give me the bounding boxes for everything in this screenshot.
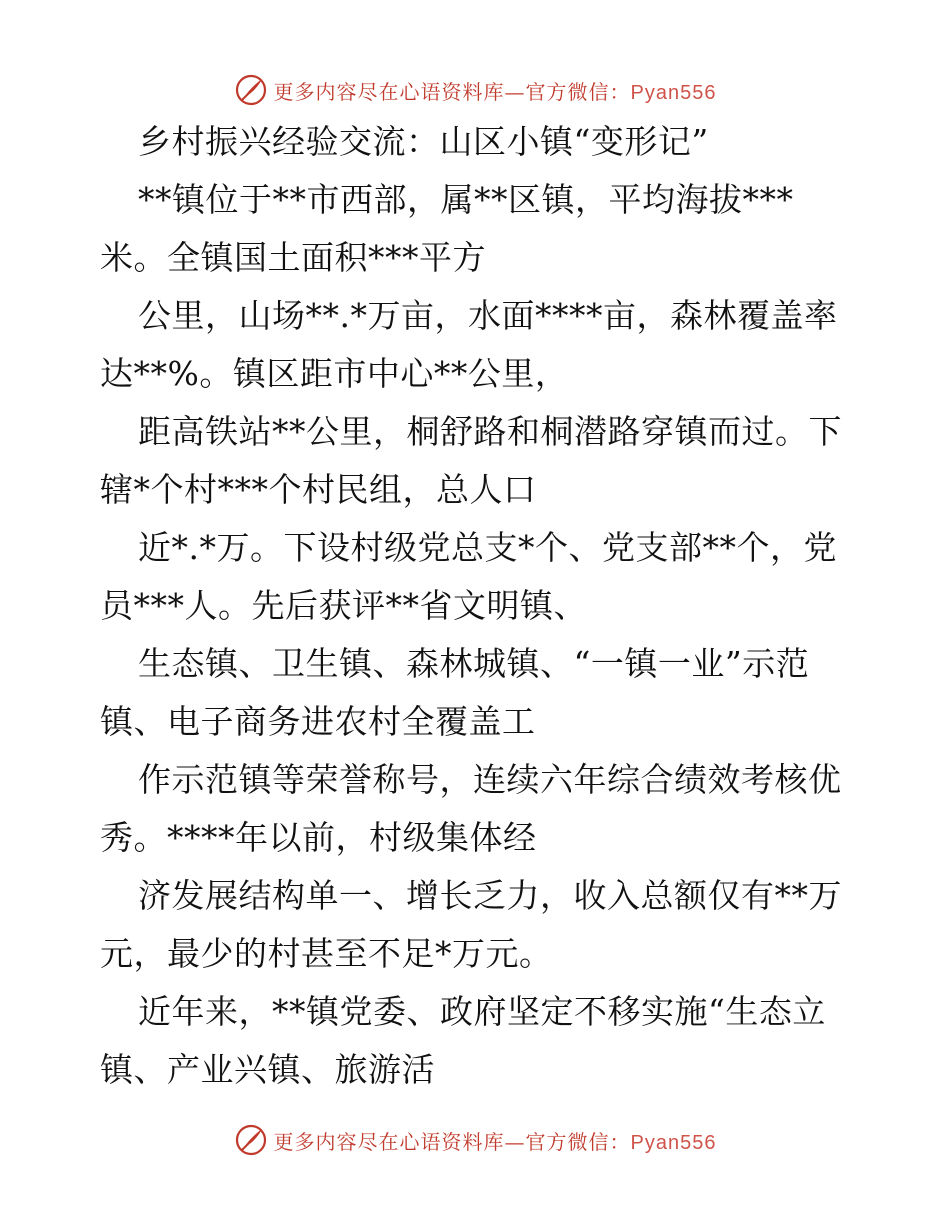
paragraph-line: **镇位于**市西部，属**区镇，平均海拔***: [138, 180, 794, 219]
watermark-contact-label: 官方微信：: [525, 1129, 631, 1154]
paragraph-line: 达**%。镇区距市中心**公里，: [100, 354, 569, 393]
paragraph-line: 米。全镇国土面积***平方: [100, 238, 486, 277]
watermark-text: [274, 1126, 717, 1155]
quill-logo-icon: [234, 73, 268, 107]
paragraph-line: 近年来，**镇党委、政府坚定不移实施“生态立: [138, 992, 826, 1031]
watermark-text: [274, 76, 717, 105]
paragraph-line: 生态镇、卫生镇、森林城镇、“一镇一业”示范: [138, 644, 810, 683]
watermark-separator: —: [504, 1129, 526, 1154]
watermark-contact-label: 官方微信：: [525, 79, 631, 104]
watermark-contact-id: Pyan556: [630, 1131, 717, 1154]
quill-logo-icon: [234, 1123, 268, 1157]
paragraph-line: 近*.*万。下设村级党总支*个、党支部**个，党: [138, 528, 837, 567]
watermark-brand: 更多内容尽在心语资料库: [273, 1129, 505, 1154]
paragraph-line: 辖*个村***个村民组，总人口: [100, 470, 537, 509]
paragraph-line: 员***人。先后获评**省文明镇、: [100, 586, 587, 625]
paragraph-line: 济发展结构单一、增长乏力，收入总额仅有**万: [138, 876, 842, 915]
paragraph-line: 元，最少的村甚至不足*万元。: [100, 934, 553, 973]
footer-watermark: [0, 1120, 950, 1160]
watermark-brand: 更多内容尽在心语资料库: [273, 79, 505, 104]
watermark-contact-id: Pyan556: [630, 81, 717, 104]
paragraph-line: 镇、产业兴镇、旅游活: [100, 1050, 435, 1089]
paragraph-line: 秀。****年以前，村级集体经: [100, 818, 537, 857]
paragraph-line: 镇、电子商务进农村全覆盖工: [100, 702, 536, 741]
watermark-separator: —: [504, 79, 526, 104]
paragraph-line: 公里，山场**.*万亩，水面****亩，森林覆盖率: [138, 296, 838, 335]
document-title: 乡村振兴经验交流：山区小镇“变形记”: [138, 122, 709, 161]
header-watermark: [0, 70, 950, 110]
paragraph-line: 距高铁站**公里，桐舒路和桐潜路穿镇而过。下: [138, 412, 842, 451]
paragraph-line: 作示范镇等荣誉称号，连续六年综合绩效考核优: [138, 760, 842, 799]
